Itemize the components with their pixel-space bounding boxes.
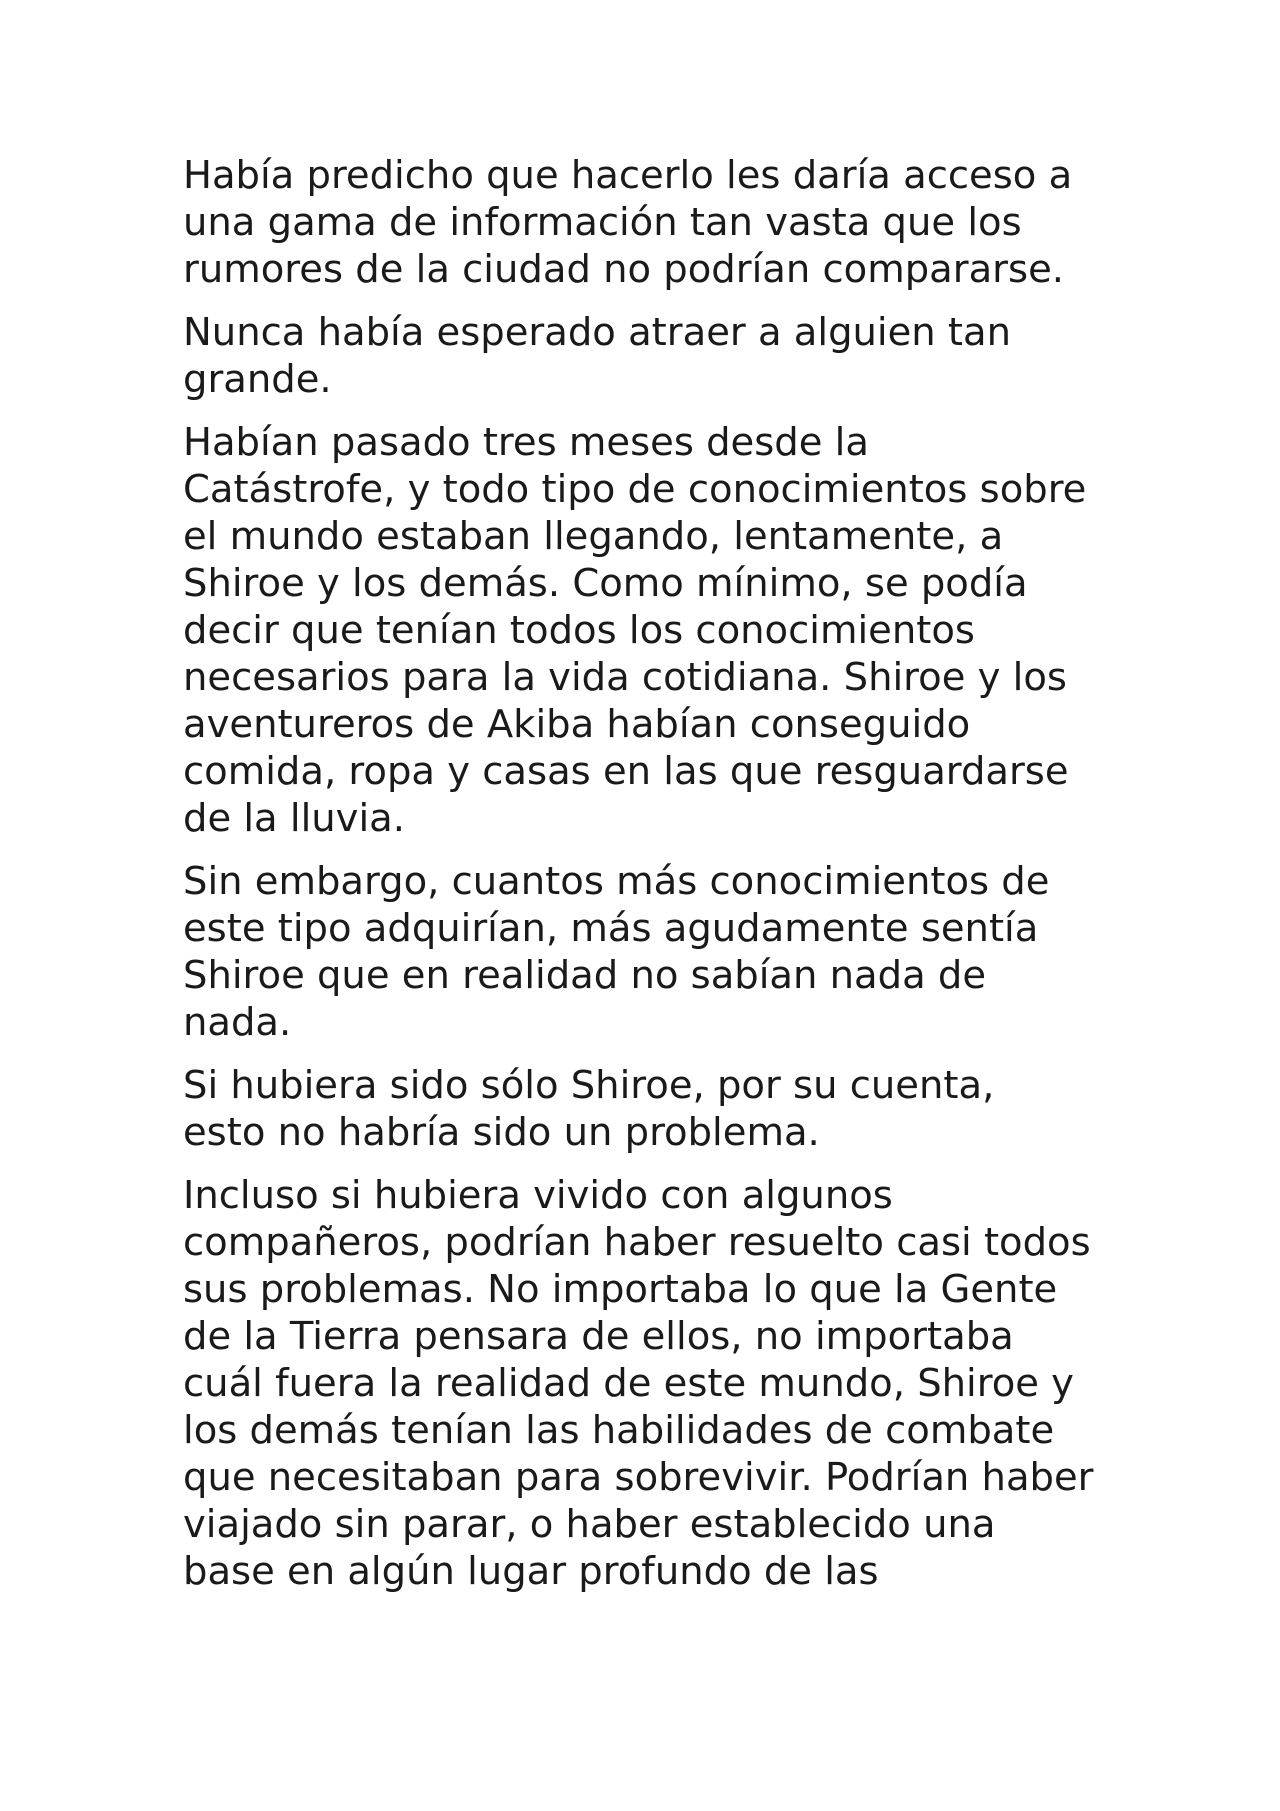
paragraph-6: Incluso si hubiera vivido con algunos compañeros, podrían haber resuelto casi todos sus problemas. No importaba lo que la Gente de la Tierra pensara de ellos, no importaba cuál fuera la realidad de este mundo, Shiroe y los demás tenían las habilidades de combate que necesitaban para sobrevivir. Podrían haber viajado sin parar, o haber establecido una base en algún lugar profundo de las	[183, 1173, 1094, 1594]
paragraph-2: Nunca había esperado atraer a alguien tan grande.	[183, 310, 1012, 402]
paragraph-5: Si hubiera sido sólo Shiroe, por su cuenta, esto no habría sido un problema.	[183, 1063, 995, 1155]
body-text	[183, 152, 1123, 1611]
paragraph-3: Habían pasado tres meses desde la Catástrofe, y todo tipo de conocimientos sobre el mundo estaban llegando, lentamente, a Shiroe y los demás. Como mínimo, se podía decir que tenían todos los conocimientos necesarios para la vida cotidiana. Shiroe y los aventureros de Akiba habían conseguido comida, ropa y casas en las que resguardarse de la lluvia.	[183, 420, 1087, 841]
paragraph-4: Sin embargo, cuantos más conocimientos de este tipo adquirían, más agudamente sentía Shiroe que en realidad no sabían nada de nada.	[183, 859, 1050, 1045]
paragraph-1: Había predicho que hacerlo les daría acceso a una gama de información tan vasta que los rumores de la ciudad no podrían compararse.	[183, 153, 1073, 292]
